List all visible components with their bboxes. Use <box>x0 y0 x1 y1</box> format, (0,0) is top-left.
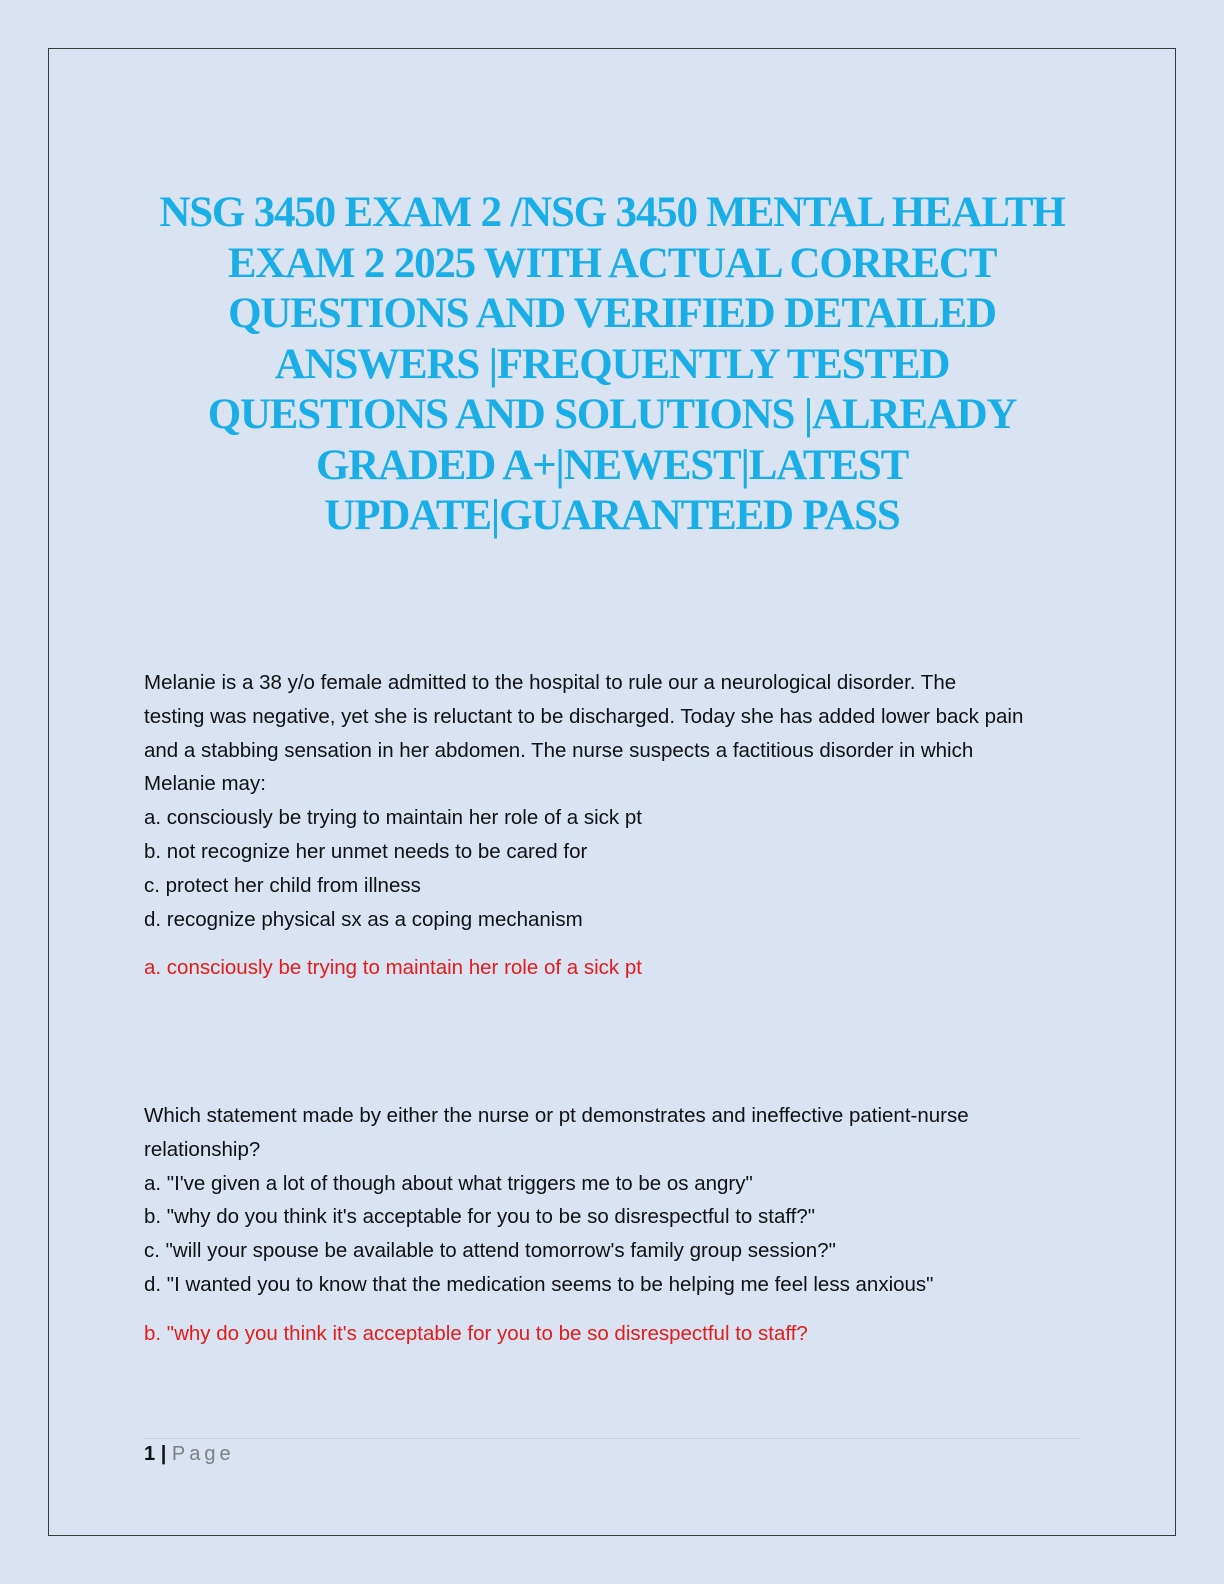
title-line: ANSWERS |FREQUENTLY TESTED <box>274 340 950 388</box>
question-2 <box>144 1099 1084 1351</box>
option-d: d. "I wanted you to know that the medication seems to be helping me feel less anxious" <box>144 1272 934 1296</box>
stem-line: testing was negative, yet she is reluctant to be discharged. Today she has added lower back pain <box>144 704 1024 728</box>
title-line: QUESTIONS AND VERIFIED DETAILED <box>228 290 996 337</box>
stem-line: Melanie is a 38 y/o female admitted to the hospital to rule our a neurological disorder. The <box>144 671 957 694</box>
option-c: c. "will your spouse be available to attend tomorrow's family group session?" <box>144 1239 836 1263</box>
correct-answer: b. "why do you think it's acceptable for you to be so disrespectful to staff? <box>144 1321 808 1345</box>
footer-divider <box>144 1438 1080 1439</box>
option-a: a. consciously be trying to maintain her role of a sick pt <box>144 806 642 830</box>
option-c: c. protect her child from illness <box>144 873 421 897</box>
title-line: NSG 3450 EXAM 2 /NSG 3450 MENTAL HEALTH <box>159 189 1065 236</box>
title-line: UPDATE|GUARANTEED PASS <box>324 492 900 539</box>
option-d: d. recognize physical sx as a coping mechanism <box>144 907 583 931</box>
stem-line: Which statement made by either the nurse or pt demonstrates and ineffective patient-nurse <box>144 1104 969 1127</box>
stem-line: and a stabbing sensation in her abdomen. The nurse suspects a factitious disorder in which <box>144 738 974 762</box>
option-b: b. "why do you think it's acceptable for you to be so disrespectful to staff?" <box>144 1205 816 1229</box>
question-stem <box>144 666 1084 801</box>
page-label: Page <box>171 1443 235 1465</box>
document-title <box>96 188 1128 542</box>
option-b: b. not recognize her unmet needs to be cared for <box>144 839 588 863</box>
question-stem <box>144 1099 1084 1167</box>
option-a: a. "I've given a lot of though about what triggers me to be os angry" <box>144 1171 753 1195</box>
title-line: QUESTIONS AND SOLUTIONS |ALREADY <box>207 391 1017 438</box>
stem-line: Melanie may: <box>144 772 266 796</box>
page-number: 1 <box>144 1443 156 1465</box>
stem-line: relationship? <box>144 1137 261 1161</box>
page-footer <box>144 1441 235 1467</box>
title-line: GRADED A+|NEWEST|LATEST <box>315 441 909 489</box>
footer-separator: | <box>160 1443 167 1465</box>
question-1 <box>144 666 1084 985</box>
correct-answer: a. consciously be trying to maintain her role of a sick pt <box>144 956 642 980</box>
title-line: EXAM 2 2025 WITH ACTUAL CORRECT <box>227 239 997 287</box>
